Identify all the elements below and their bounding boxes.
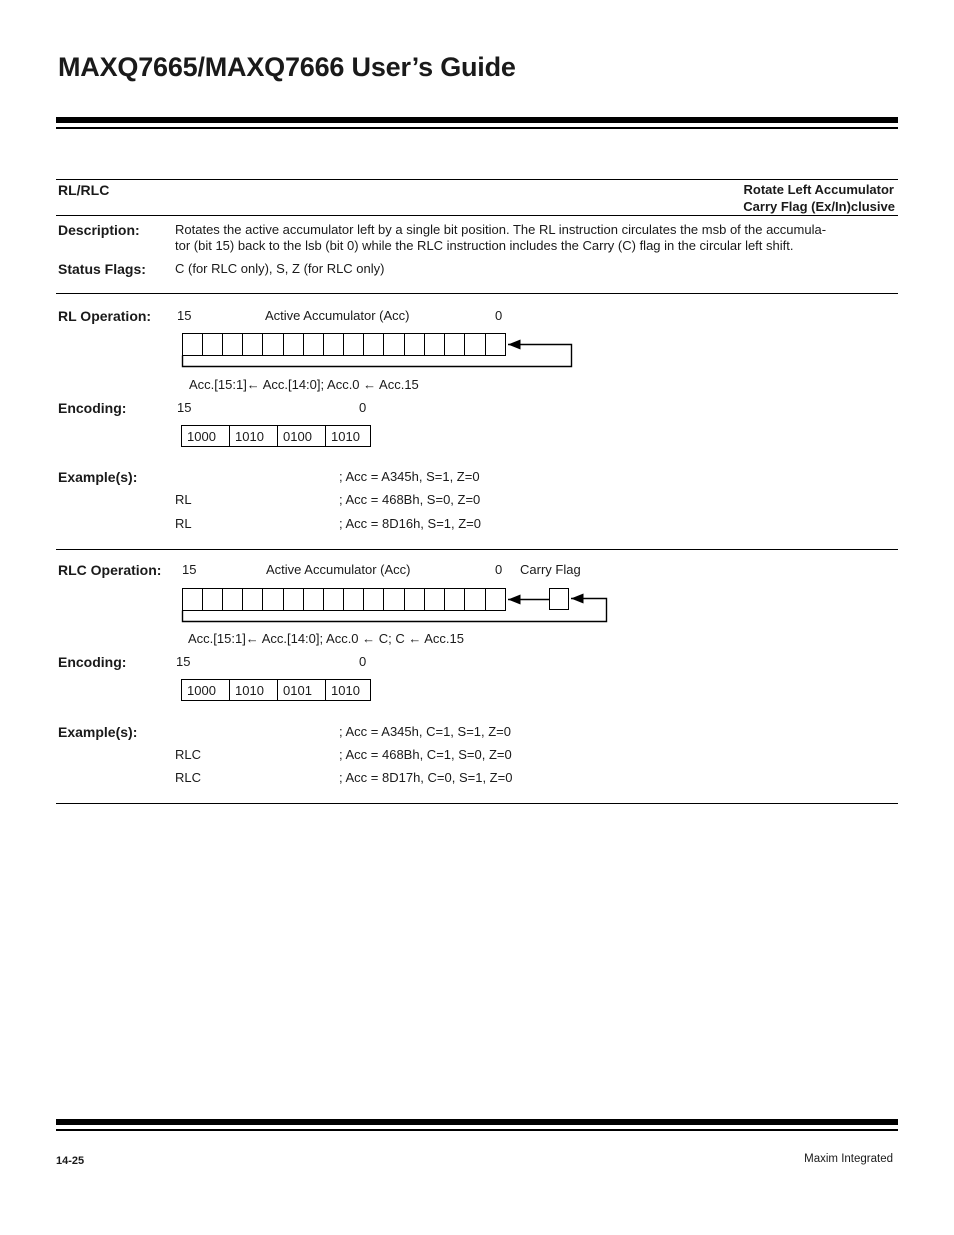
rlc-accumulator-label: Active Accumulator (Acc) <box>266 562 411 577</box>
rl-example-instruction: RL <box>175 516 192 531</box>
rl-register <box>183 334 506 356</box>
instruction-name-line2: Carry Flag (Ex/In)clusive <box>743 199 895 214</box>
rlc-bit-high-label: 15 <box>182 562 197 577</box>
rl-encoding-nibble: 0100 <box>277 425 326 447</box>
rlc-example-instruction: RLC <box>175 770 202 785</box>
rl-encoding-nibble: 1010 <box>325 425 371 447</box>
rlc-encoding-nibble: 1010 <box>229 679 278 701</box>
rlc-example-comment: ; Acc = 468Bh, C=1, S=0, Z=0 <box>339 747 512 762</box>
rlc-operation-label: RLC Operation: <box>58 562 162 578</box>
status-flags-label: Status Flags: <box>58 261 146 277</box>
description-label: Description: <box>58 222 140 238</box>
rlc-examples-label: Example(s): <box>58 724 138 740</box>
rlc-encoding-label: Encoding: <box>58 654 127 670</box>
rl-example-instruction: RL <box>175 492 192 507</box>
rl-formula: Acc.[15:1]← Acc.[14:0]; Acc.0 ← Acc.15 <box>189 377 419 392</box>
instruction-name-line1: Rotate Left Accumulator <box>743 182 894 197</box>
description-line2: tor (bit 15) back to the lsb (bit 0) while the RLC instruction includes the Carry (C) flag in the circular left shift. <box>175 238 794 253</box>
rlc-register <box>183 589 506 611</box>
rl-encoding-nibble: 1000 <box>181 425 230 447</box>
footer-thick-rule <box>56 1119 898 1125</box>
carry-flag-box <box>550 589 569 610</box>
section-divider <box>56 549 898 550</box>
footer-thin-rule <box>56 1129 898 1131</box>
rl-example-comment: ; Acc = A345h, S=1, Z=0 <box>339 469 480 484</box>
rl-example-comment: ; Acc = 8D16h, S=1, Z=0 <box>339 516 482 531</box>
rl-encoding-bit-high: 15 <box>177 400 192 415</box>
rlc-bit-low-label: 0 <box>495 562 503 577</box>
rl-encoding-label: Encoding: <box>58 400 127 416</box>
rlc-example-comment: ; Acc = 8D17h, C=0, S=1, Z=0 <box>339 770 513 785</box>
rlc-encoding-bit-high: 15 <box>176 654 191 669</box>
company-name: Maxim Integrated <box>804 1153 893 1165</box>
rlc-formula: Acc.[15:1]← Acc.[14:0]; Acc.0 ← C; C ← Acc.15 <box>188 631 465 646</box>
rl-example-comment: ; Acc = 468Bh, S=0, Z=0 <box>339 492 481 507</box>
rl-encoding-bit-low: 0 <box>359 400 367 415</box>
status-flags-value: C (for RLC only), S, Z (for RLC only) <box>175 261 385 276</box>
rl-bit-low-label: 0 <box>495 308 503 323</box>
rlc-encoding-nibble: 1010 <box>325 679 371 701</box>
rl-bit-high-label: 15 <box>177 308 192 323</box>
rl-examples-label: Example(s): <box>58 469 138 485</box>
rlc-encoding-nibble: 1000 <box>181 679 230 701</box>
description-line1: Rotates the active accumulator left by a single bit position. The RL instruction circulates the msb of the accumula- <box>175 222 827 237</box>
rlc-encoding-bit-low: 0 <box>359 654 367 669</box>
page-title: MAXQ7665/MAXQ7666 User’s Guide <box>58 52 516 82</box>
rlc-example-comment: ; Acc = A345h, C=1, S=1, Z=0 <box>339 724 512 739</box>
rlc-encoding-nibble: 0101 <box>277 679 326 701</box>
rl-encoding-nibble: 1010 <box>229 425 278 447</box>
instruction-mnemonic: RL/RLC <box>58 182 110 198</box>
rlc-example-instruction: RLC <box>175 747 202 762</box>
section-divider <box>56 803 898 804</box>
rl-accumulator-label: Active Accumulator (Acc) <box>265 308 410 323</box>
page-number: 14-25 <box>56 1155 85 1167</box>
rl-operation-label: RL Operation: <box>58 308 152 324</box>
carry-flag-label: Carry Flag <box>520 562 581 577</box>
